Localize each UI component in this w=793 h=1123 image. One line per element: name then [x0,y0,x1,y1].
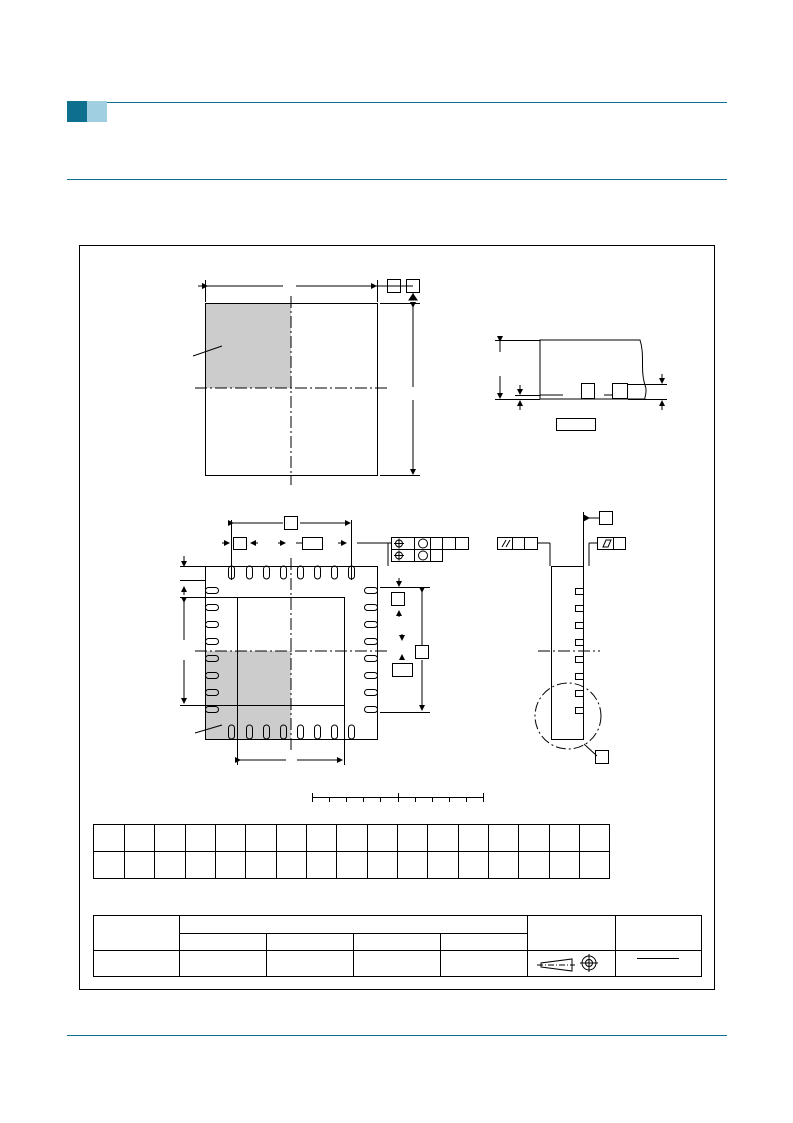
detail-label-box [596,751,609,764]
references-table [94,916,702,977]
dimension-table [94,825,610,879]
flatness-frame [598,538,626,550]
side-view-body [540,340,646,399]
projection-method-icon [537,959,575,971]
side-view-label-box [557,419,596,431]
bottom-view [180,517,469,766]
datum-box-pitch-span [285,517,298,530]
bottom-pins-right [365,588,378,713]
side-view [495,340,667,431]
scale-bar [312,793,484,802]
datum-box-c [600,512,613,525]
pin1-index-area [205,303,291,388]
top-view [193,280,420,486]
concentric-circles-icon [580,954,598,972]
position-tolerance-frame [392,538,469,562]
side-detail-view [498,512,626,764]
